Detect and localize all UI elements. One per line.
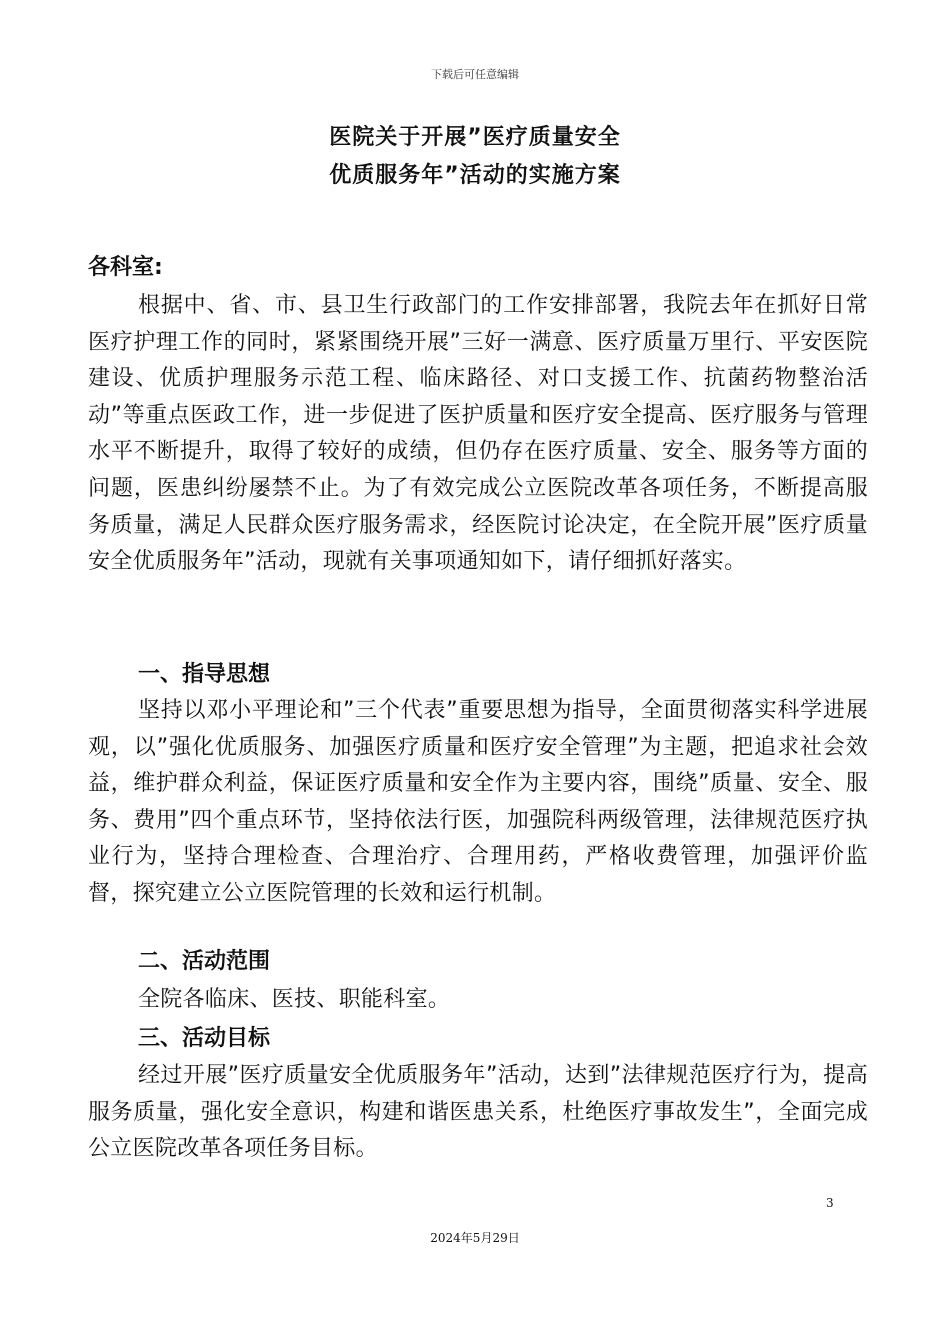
header-note: 下载后可任意编辑 [431,68,519,81]
footer-date: 2024年5月29日 [430,1231,520,1245]
intro-paragraph: 根据中、省、市、县卫生行政部门的工作安排部署，我院去年在抓好日常医疗护理工作的同时，紧紧围绕开展”三好一满意、医疗质量万里行、平安医院建设、优质护理服务示范工程、临床路径、对口支援工作、抗菌药物整治活动”等重点医政工作，进一步促进了医护质量和医疗安全提高、医疗服务与管理水平不断提升，取得了较好的成绩，但仍存在医疗质量、安全、服务等方面的问题，医患纠纷屡禁不止。为了有效完成公立医院改革各项任务，不断提高服务质量，满足人民群众医疗服务需求，经医院讨论决定，在全院开展”医疗质量安全优质服务年”活动，现就有关事项通知如下，请仔细抓好落实。 [88,293,868,575]
section-heading-guiding-ideology: 一、指导思想 [138,662,271,687]
document-title-line-2: 优质服务年”活动的实施方案 [329,163,621,188]
page-number: 3 [826,1196,834,1210]
activity-goals-paragraph: 经过开展”医疗质量安全优质服务年”活动，达到”法律规范医疗行为，提高服务质量，强化安全意识，构建和谐医患关系，杜绝医疗事故发生”，全面完成公立医院改革各项任务目标。 [88,1063,868,1162]
section-heading-activity-scope: 二、活动范围 [138,949,271,974]
section-heading-activity-goals: 三、活动目标 [138,1026,271,1051]
activity-scope-paragraph: 全院各临床、医技、职能科室。 [138,987,451,1012]
document-title-line-1: 医院关于开展”医疗质量安全 [329,125,621,150]
guiding-ideology-paragraph: 坚持以邓小平理论和”三个代表”重要思想为指导，全面贯彻落实科学进展观，以”强化优质服务、加强医疗质量和医疗安全管理”为主题，把追求社会效益，维护群众利益，保证医疗质量和安全作为主要内容，围绕”质量、安全、服务、费用”四个重点环节，坚持依法行医，加强院科两级管理，法律规范医疗执业行为，坚持合理检查、合理治疗、合理用药，严格收费管理，加强评价监督，探究建立公立医院管理的长效和运行机制。 [88,698,868,906]
salutation: 各科室: [88,255,163,280]
